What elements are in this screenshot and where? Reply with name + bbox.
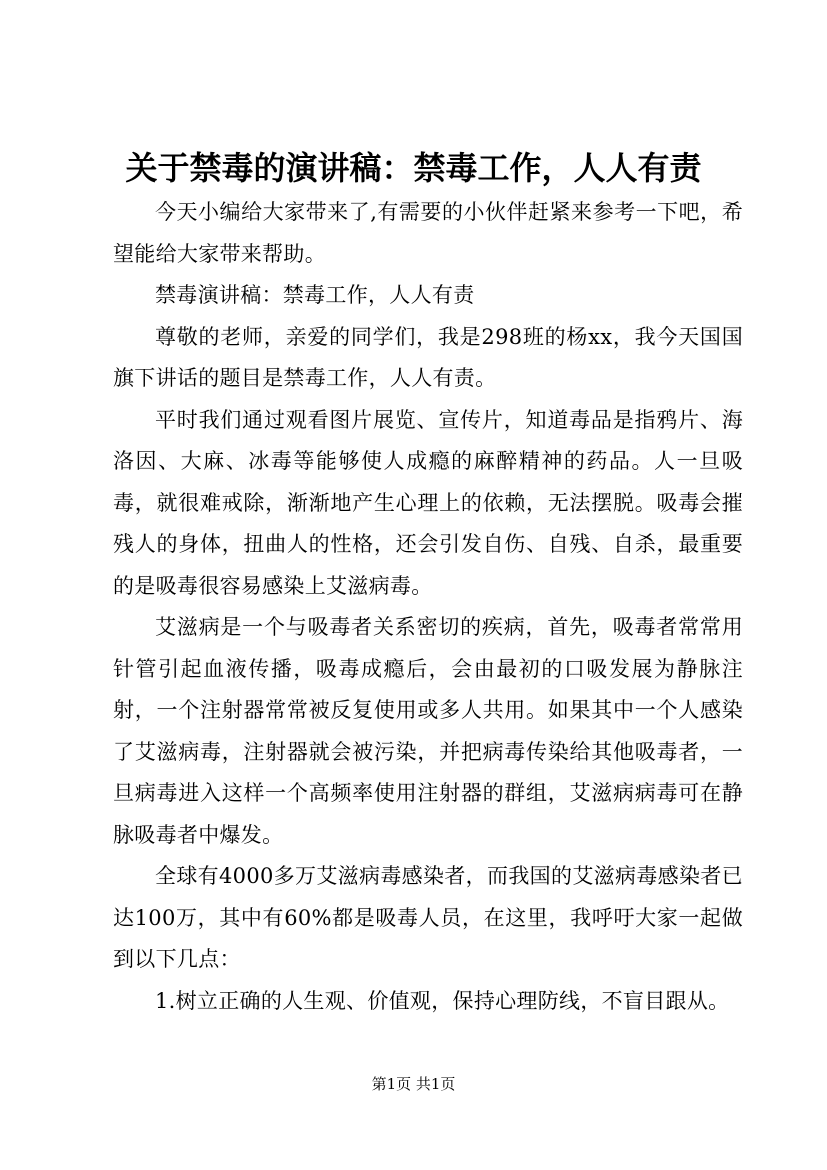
paragraph-intro: 今天小编给大家带来了,有需要的小伙伴赶紧来参考一下吧，希望能给大家带来帮助。 [113, 200, 743, 266]
page-footer: 第1页 共1页 [371, 1075, 456, 1093]
paragraph-drugs: 平时我们通过观看图片展览、宣传片，知道毒品是指鸦片、海洛因、大麻、冰毒等能够使人成瘾的麻醉精神的药品。人一旦吸毒，就很难戒除，渐渐地产生心理上的依赖，无法摆脱。吸毒会摧残人的身体，扭曲人的性格，还会引发自伤、自残、自杀，最重要的是吸毒很容易感染上艾滋病毒。 [113, 407, 743, 598]
paragraph-aids: 艾滋病是一个与吸毒者关系密切的疾病，首先，吸毒者常常用针管引起血液传播，吸毒成瘾后，会由最初的口吸发展为静脉注射，一个注射器常常被反复使用或多人共用。如果其中一个人感染了艾滋病毒，注射器就会被污染，并把病毒传染给其他吸毒者，一旦病毒进入这样一个高频率使用注射器的群组，艾滋病病毒可在静脉吸毒者中爆发。 [113, 615, 743, 847]
document-title: 关于禁毒的演讲稿：禁毒工作，人人有责 [125, 149, 702, 187]
paragraph-heading: 禁毒演讲稿：禁毒工作，人人有责 [155, 283, 475, 307]
document-body [113, 192, 743, 1022]
paragraph-point-1: 1.树立正确的人生观、价值观，保持心理防线，不盲目跟从。 [155, 988, 730, 1013]
paragraph-statistics: 全球有4000多万艾滋病毒感染者，而我国的艾滋病毒感染者已达100万，其中有60%都是吸毒人员，在这里，我呼吁大家一起做到以下几点： [113, 864, 743, 971]
paragraph-greeting: 尊敬的老师，亲爱的同学们，我是298班的杨xx，我今天国国旗下讲话的题目是禁毒工作，人人有责。 [113, 324, 743, 390]
